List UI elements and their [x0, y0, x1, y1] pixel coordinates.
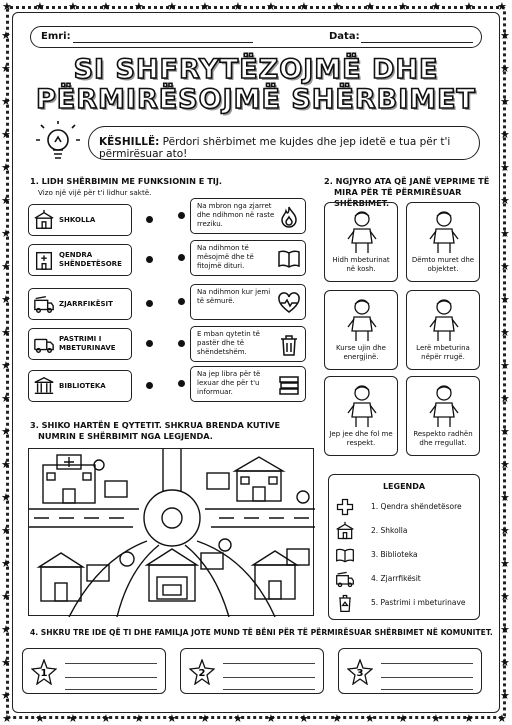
- star-icon: ★: [1, 293, 11, 306]
- hospital-icon: [33, 249, 55, 271]
- service-box: [28, 370, 132, 402]
- star-icon: ★: [299, 712, 309, 725]
- star-icon: ★: [1, 227, 11, 240]
- writing-line[interactable]: [381, 689, 473, 690]
- action-card-label: Hidh mbeturinat në kosh.: [332, 256, 390, 273]
- right-connector-dot[interactable]: [178, 212, 185, 219]
- city-map-drawing: [29, 449, 315, 617]
- star-icon: ★: [167, 0, 177, 13]
- idea-number-star: [31, 659, 57, 685]
- star-icon: ★: [398, 712, 408, 725]
- star-icon: ★: [500, 524, 510, 537]
- writing-line[interactable]: [65, 689, 157, 690]
- star-icon: ★: [101, 712, 111, 725]
- star-icon: ★: [266, 0, 276, 13]
- star-icon: ★: [500, 656, 510, 669]
- heart-pulse-icon: [277, 291, 301, 315]
- idea-number: 3: [356, 668, 364, 679]
- fire-truck-icon: [335, 569, 355, 589]
- function-label: Na jep libra për të lexuar dhe për t'u informuar.: [197, 370, 261, 396]
- star-icon: ★: [200, 712, 210, 725]
- action-card[interactable]: [324, 376, 398, 456]
- service-box: [28, 288, 132, 320]
- star-icon: ★: [500, 95, 510, 108]
- left-connector-dot[interactable]: [146, 216, 153, 223]
- star-icon: ★: [365, 712, 375, 725]
- star-icon: ★: [464, 712, 474, 725]
- date-field[interactable]: [361, 42, 473, 43]
- action-card[interactable]: [406, 290, 480, 370]
- health-cross-icon: [335, 497, 355, 517]
- star-icon: ★: [500, 458, 510, 471]
- school-icon: [33, 209, 55, 231]
- service-label: QENDRA SHËNDETËSORE: [59, 251, 122, 268]
- function-box: [190, 366, 306, 402]
- action-card-label: Jep jee dhe fol me respekt.: [329, 430, 393, 447]
- star-icon: ★: [1, 359, 11, 372]
- legend-label: 4. Zjarrfikësit: [371, 574, 421, 583]
- star-icon: ★: [1, 95, 11, 108]
- star-icon: ★: [1, 524, 11, 537]
- star-icon: ★: [35, 0, 45, 13]
- flame-icon: [277, 205, 301, 229]
- right-connector-dot[interactable]: [178, 340, 185, 347]
- star-icon: ★: [332, 0, 342, 13]
- books-stack-icon: [277, 373, 301, 397]
- service-box: [28, 244, 132, 276]
- child-illustration: [337, 297, 387, 343]
- star-icon: ★: [500, 62, 510, 75]
- star-icon: ★: [68, 0, 78, 13]
- star-icon: ★: [1, 590, 11, 603]
- open-book-icon: [335, 545, 355, 565]
- legend-label: 1. Qendra shëndetësore: [371, 502, 462, 511]
- function-label: Na ndihmon të mësojmë dhe të fitojmë dituri.: [197, 244, 254, 270]
- star-icon: ★: [500, 623, 510, 636]
- left-connector-dot[interactable]: [146, 256, 153, 263]
- section1-subtitle: Vizo një vijë për t'i lidhur saktë.: [38, 188, 152, 197]
- star-icon: ★: [500, 293, 510, 306]
- name-date-bar: [30, 26, 482, 48]
- city-map: [28, 448, 314, 616]
- name-field[interactable]: [73, 42, 253, 43]
- writing-line[interactable]: [223, 677, 315, 678]
- writing-line[interactable]: [381, 677, 473, 678]
- star-icon: ★: [500, 590, 510, 603]
- right-connector-dot[interactable]: [178, 380, 185, 387]
- star-icon: ★: [500, 491, 510, 504]
- writing-line[interactable]: [381, 663, 473, 664]
- star-icon: ★: [500, 359, 510, 372]
- function-box: [190, 284, 306, 320]
- star-icon: ★: [500, 425, 510, 438]
- idea-box[interactable]: [22, 648, 166, 694]
- star-icon: ★: [431, 0, 441, 13]
- star-icon: ★: [134, 712, 144, 725]
- function-label: E mban qytetin të pastër dhe të shëndetshëm.: [197, 330, 260, 356]
- lightbulb-icon: [32, 120, 84, 168]
- section3-title-line1: 3. SHIKO HARTËN E QYTETIT. SHKRUA BRENDA KUTIVE: [30, 420, 281, 430]
- function-label: Na ndihmon kur jemi të sëmurë.: [197, 288, 271, 305]
- function-label: Na mbron nga zjarret dhe ndihmon në raste rreziku.: [197, 202, 275, 228]
- name-label: Emri:: [41, 31, 71, 42]
- trash-can-icon: [277, 333, 301, 357]
- star-icon: ★: [266, 712, 276, 725]
- writing-line[interactable]: [223, 689, 315, 690]
- star-icon: ★: [1, 128, 11, 141]
- star-icon: ★: [1, 260, 11, 273]
- star-icon: ★: [134, 0, 144, 13]
- action-card[interactable]: [324, 202, 398, 282]
- service-label: SHKOLLA: [59, 215, 96, 224]
- star-icon: ★: [1, 656, 11, 669]
- right-connector-dot[interactable]: [178, 298, 185, 305]
- idea-number: 2: [198, 668, 206, 679]
- legend-label: 5. Pastrimi i mbeturinave: [371, 598, 466, 607]
- child-illustration: [419, 383, 469, 429]
- writing-line[interactable]: [65, 677, 157, 678]
- fire-truck-icon: [33, 293, 55, 315]
- child-illustration: [337, 209, 387, 255]
- service-box: [28, 204, 132, 236]
- tip-text: Përdori shërbimet me kujdes dhe jep idetë e tua për t'i përmirësuar ato!: [99, 136, 451, 160]
- function-box: [190, 326, 306, 362]
- idea-number-star: [189, 659, 215, 685]
- star-icon: ★: [398, 0, 408, 13]
- child-illustration: [419, 297, 469, 343]
- legend-label: 2. Shkolla: [371, 526, 408, 535]
- idea-box[interactable]: [180, 648, 324, 694]
- star-icon: ★: [2, 0, 12, 13]
- action-card-label: Respekto radhën dhe rregullat.: [413, 430, 473, 447]
- star-icon: ★: [1, 62, 11, 75]
- star-icon: ★: [500, 161, 510, 174]
- section3-title-line2: NUMRIN E SHËRBIMIT NGA LEGJENDA.: [38, 431, 213, 441]
- star-icon: ★: [1, 458, 11, 471]
- right-connector-dot[interactable]: [178, 254, 185, 261]
- page-title-line1: SI SHFRYTËZOJMË DHE: [73, 54, 439, 85]
- section2-title-line1: 2. NGJYRO ATA QË JANË VEPRIME TË: [324, 176, 490, 186]
- action-card-label: Kurse ujin dhe energjinë.: [336, 344, 386, 361]
- function-box: [190, 198, 306, 234]
- star-icon: ★: [1, 623, 11, 636]
- idea-number: 1: [40, 668, 48, 679]
- star-icon: ★: [497, 712, 507, 725]
- child-illustration: [337, 383, 387, 429]
- star-icon: ★: [500, 689, 510, 702]
- page-title-line2: PËRMIRËSOJMË SHËRBIMET: [36, 84, 476, 115]
- date-label: Data:: [329, 31, 360, 42]
- star-icon: ★: [2, 712, 12, 725]
- star-icon: ★: [35, 712, 45, 725]
- section4-title: 4. SHKRU TRE IDE QË TI DHE FAMILJA JOTE MUND TË BËNI PËR TË PËRMIRËSUAR SHËRBIMET NË KOMUNITET.: [30, 628, 493, 637]
- star-icon: ★: [500, 227, 510, 240]
- service-box: [28, 328, 132, 360]
- star-icon: ★: [200, 0, 210, 13]
- idea-box[interactable]: [338, 648, 482, 694]
- service-label: BIBLIOTEKA: [59, 381, 106, 390]
- garbage-truck-icon: [33, 333, 55, 355]
- star-icon: ★: [68, 712, 78, 725]
- star-icon: ★: [1, 425, 11, 438]
- star-icon: ★: [1, 491, 11, 504]
- star-icon: ★: [500, 260, 510, 273]
- section2-title-line2: MIRA PËR TË PËRMIRËSUAR SHËRBIMET.: [334, 187, 462, 208]
- star-icon: ★: [299, 0, 309, 13]
- service-label: PASTRIMI I MBETURINAVE: [59, 335, 116, 352]
- star-icon: ★: [101, 0, 111, 13]
- legend: [328, 474, 480, 620]
- library-icon: [33, 375, 55, 397]
- left-connector-dot[interactable]: [146, 300, 153, 307]
- star-icon: ★: [233, 712, 243, 725]
- action-card-label: Lerë mbeturina nëpër rrugë.: [416, 344, 470, 361]
- star-icon: ★: [500, 557, 510, 570]
- star-icon: ★: [1, 194, 11, 207]
- star-icon: ★: [500, 128, 510, 141]
- tip-banner: [32, 120, 480, 168]
- star-icon: ★: [500, 392, 510, 405]
- star-icon: ★: [1, 161, 11, 174]
- tip-label: KËSHILLË:: [99, 136, 160, 148]
- left-connector-dot[interactable]: [146, 382, 153, 389]
- tip-text-box: [88, 126, 480, 160]
- service-label: ZJARRFIKËSIT: [59, 299, 113, 308]
- idea-number-star: [347, 659, 373, 685]
- star-icon: ★: [1, 392, 11, 405]
- star-icon: ★: [332, 712, 342, 725]
- star-icon: ★: [1, 689, 11, 702]
- writing-line[interactable]: [223, 663, 315, 664]
- star-icon: ★: [431, 712, 441, 725]
- writing-line[interactable]: [65, 663, 157, 664]
- action-card-label: Dëmto muret dhe objektet.: [411, 256, 475, 273]
- function-box: [190, 240, 306, 276]
- child-illustration: [419, 209, 469, 255]
- action-card[interactable]: [406, 202, 480, 282]
- book-icon: [277, 247, 301, 271]
- section1-title: 1. LIDH SHËRBIMIN ME FUNKSIONIN E TIJ.: [30, 176, 223, 186]
- star-icon: ★: [500, 194, 510, 207]
- action-card[interactable]: [406, 376, 480, 456]
- star-icon: ★: [500, 29, 510, 42]
- star-icon: ★: [464, 0, 474, 13]
- star-icon: ★: [233, 0, 243, 13]
- star-icon: ★: [1, 326, 11, 339]
- star-icon: ★: [1, 557, 11, 570]
- star-icon: ★: [167, 712, 177, 725]
- legend-title: LEGENDA: [382, 482, 426, 491]
- star-icon: ★: [1, 29, 11, 42]
- star-icon: ★: [500, 326, 510, 339]
- legend-label: 3. Biblioteka: [371, 550, 418, 559]
- school-icon: [335, 521, 355, 541]
- star-icon: ★: [497, 0, 507, 13]
- star-icon: ★: [365, 0, 375, 13]
- recycle-bin-icon: [335, 593, 355, 613]
- action-card[interactable]: [324, 290, 398, 370]
- left-connector-dot[interactable]: [146, 340, 153, 347]
